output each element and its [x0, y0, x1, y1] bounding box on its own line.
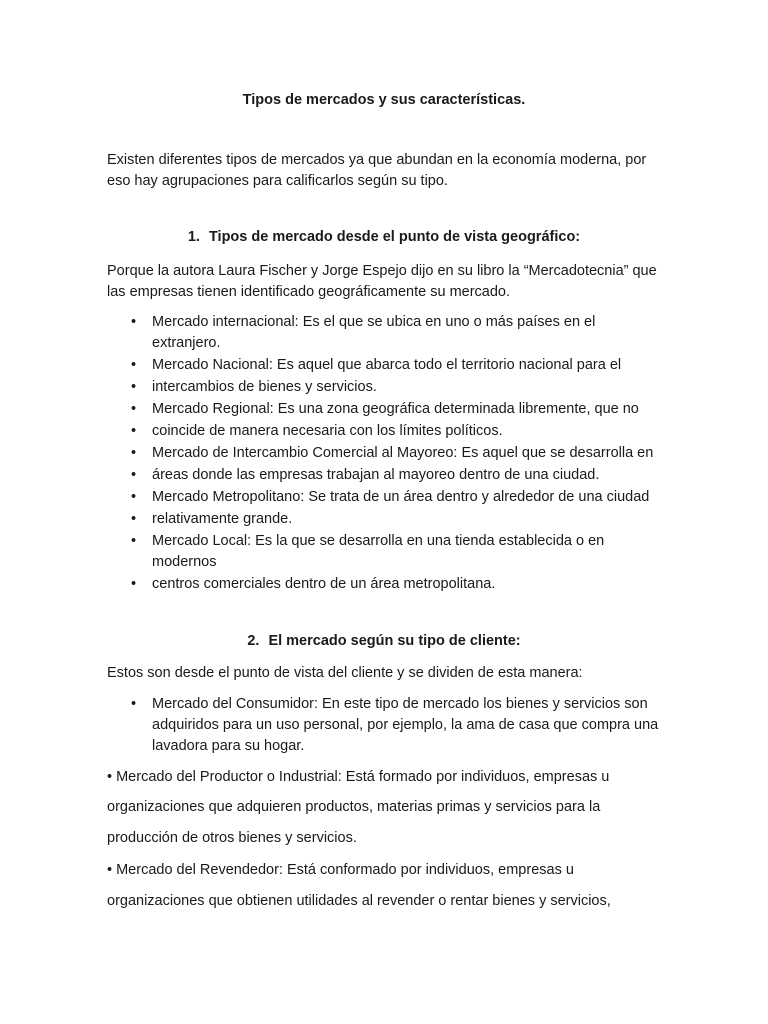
- bullet-icon: •: [131, 423, 137, 439]
- list-item: [107, 531, 667, 573]
- document-title: Tipos de mercados y sus características.: [242, 92, 526, 108]
- list-item-text: intercambios de bienes y servicios.: [152, 379, 377, 395]
- list-item: [107, 694, 667, 757]
- list-item: [107, 421, 667, 442]
- intro-paragraph: Existen diferentes tipos de mercados ya que abundan en la economía moderna, por eso hay agrupaciones para calificarlos según su tipo.: [107, 152, 647, 189]
- list-item-text: relativamente grande.: [152, 511, 293, 527]
- bullet-icon: •: [131, 489, 137, 505]
- bullet-icon: •: [131, 696, 137, 712]
- plain-line: • Mercado del Revendedor: Está conformado por individuos, empresas u: [107, 862, 574, 878]
- list-item-text: centros comerciales dentro de un área metropolitana.: [152, 576, 496, 592]
- section-1-bullet-list: [107, 312, 667, 596]
- section-1-paragraph: Porque la autora Laura Fischer y Jorge Espejo dijo en su libro la “Mercadotecnia” que las empresas tienen identificado geográficamente su mercado.: [107, 263, 657, 300]
- bullet-icon: •: [131, 357, 137, 373]
- section-2-heading: [0, 633, 768, 649]
- plain-line: organizaciones que obtienen utilidades al revender o rentar bienes y servicios,: [107, 893, 611, 909]
- list-item: [107, 312, 667, 354]
- bullet-icon: •: [131, 379, 137, 395]
- plain-line: producción de otros bienes y servicios.: [107, 830, 357, 846]
- bullet-icon: •: [131, 533, 137, 549]
- list-item: [107, 399, 667, 420]
- section-2-paragraph: Estos son desde el punto de vista del cliente y se dividen de esta manera:: [107, 665, 583, 681]
- plain-line: organizaciones que adquieren productos, materias primas y servicios para la: [107, 799, 601, 815]
- list-item: [107, 509, 667, 530]
- list-item-text: Mercado Local: Es la que se desarrolla en una tienda establecida o en modernos: [152, 533, 605, 570]
- list-item-text: Mercado de Intercambio Comercial al Mayoreo: Es aquel que se desarrolla en: [152, 445, 654, 461]
- list-item: [107, 465, 667, 486]
- section-1-heading: [0, 229, 768, 245]
- list-item: [107, 443, 667, 464]
- list-item: [107, 574, 667, 595]
- list-item: [107, 355, 667, 376]
- list-item: [107, 377, 667, 398]
- section-2-number: 2.: [247, 633, 260, 649]
- section-1-number: 1.: [187, 229, 200, 245]
- bullet-icon: •: [131, 467, 137, 483]
- list-item-text: Mercado Nacional: Es aquel que abarca todo el territorio nacional para el: [152, 357, 622, 373]
- bullet-icon: •: [131, 445, 137, 461]
- list-item: [107, 487, 667, 508]
- bullet-icon: •: [131, 576, 137, 592]
- list-item-text: Mercado del Consumidor: En este tipo de mercado los bienes y servicios son adquiridos para un uso personal, por ejemplo, la ama de casa que compra una lavadora para su hogar.: [152, 696, 659, 754]
- list-item-text: áreas donde las empresas trabajan al mayoreo dentro de una ciudad.: [152, 467, 600, 483]
- section-1-heading-text: Tipos de mercado desde el punto de vista geográfico:: [208, 229, 581, 245]
- section-2-bullet-list: [107, 694, 667, 758]
- list-item-text: Mercado Regional: Es una zona geográfica determinada libremente, que no: [152, 401, 639, 417]
- bullet-icon: •: [131, 511, 137, 527]
- list-item-text: coincide de manera necesaria con los límites políticos.: [152, 423, 503, 439]
- list-item-text: Mercado internacional: Es el que se ubica en uno o más países en el extranjero.: [152, 314, 596, 351]
- bullet-icon: •: [131, 401, 137, 417]
- bullet-icon: •: [131, 314, 137, 330]
- section-2-heading-text: El mercado según su tipo de cliente:: [268, 633, 521, 649]
- plain-line: • Mercado del Productor o Industrial: Está formado por individuos, empresas u: [107, 769, 610, 785]
- list-item-text: Mercado Metropolitano: Se trata de un área dentro y alrededor de una ciudad: [152, 489, 650, 505]
